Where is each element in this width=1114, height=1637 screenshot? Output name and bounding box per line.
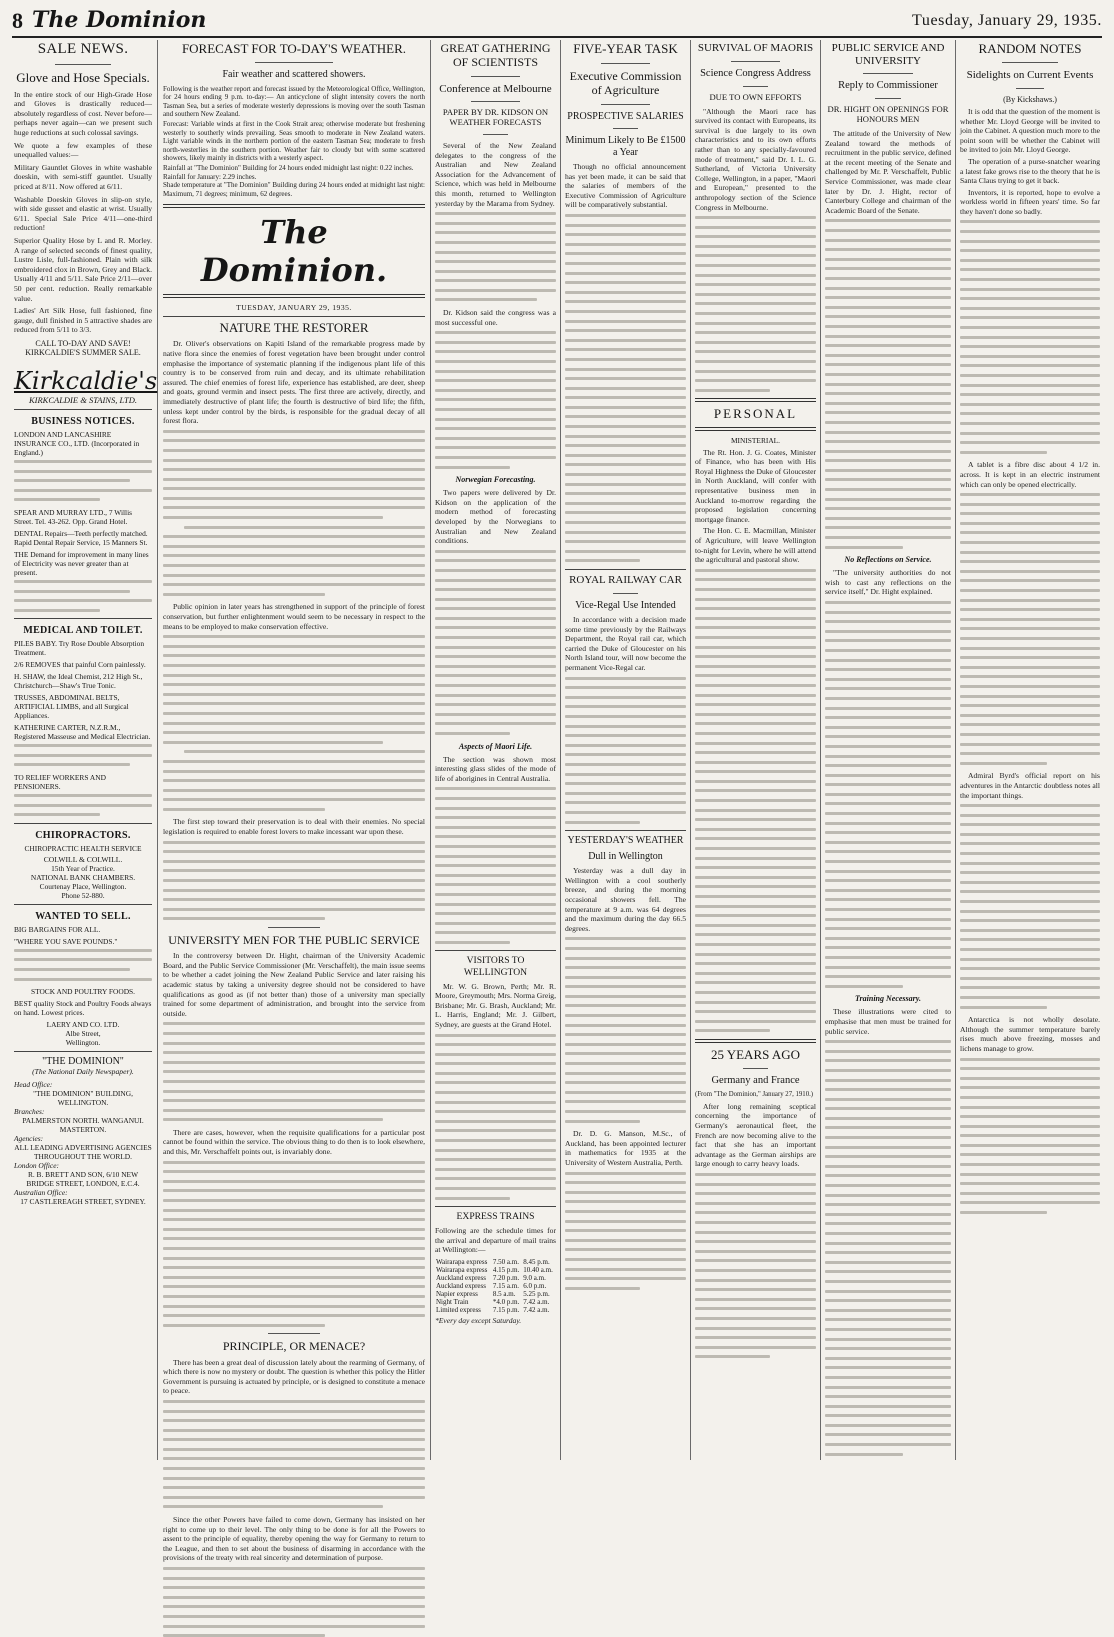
train-depart: 5.25 p.m. [523,1290,550,1299]
wanted-notice: "WHERE YOU SAVE POUNDS." [14,936,118,946]
article-paragraph: Yesterday was a dull day in Wellington with a cool southerly breeze, and during the morning occasional showers fell. The temperature at 9 a.m. was 64 degrees and the maximum during the day 66.5 degrees. [565,866,686,933]
page-number: 8 [12,8,23,33]
sale-item: Ladies' Art Silk Hose, full fashioned, fine gauge, dull finished in 5 attractive shades are reduced from 5/11 to 3/3. [14,306,152,335]
article-subtitle: Conference at Melbourne [439,82,552,95]
train-arrive: 7.50 a.m. [492,1258,519,1267]
article-paragraph: "Although the Maori race has survived its contact with Europeans, its survival is due largely to its own characteristics and to its own efforts rather than to any specially-favoured mode of treatment," said Dr. I. L. G. Sutherland, of Victoria University College, Wellington, in a paper, "Maori and European," presented to the anthropology section of the Science Congress in Melbourne. [695,106,816,212]
visitors-title: VISITORS TO WELLINGTON [463,955,528,978]
medical-notice: KATHERINE CARTER, N.Z.R.M., Registered Masseuse and Medical Electrician. [14,723,151,742]
article-title: RANDOM NOTES [978,41,1082,56]
column-rule [560,40,561,1460]
sale-subtitle: Glove and Hose Specials. [16,69,150,85]
article-paragraph: The attitude of the University of New Zealand toward the methods of recruitment in the public service, defined at the recent meeting of the Senate and challenged by Mr. P. Verschaffelt, Public Service Commissioner, was made clear later by Dr. J. Hight, rector of Canterbury College and chairman of the Academic Board of the Senate. [825,129,951,215]
article-title: GREAT GATHERING OF SCIENTISTS [440,41,551,69]
random-notes-column [960,42,1100,1460]
train-arrive: 7.15 a.m. [492,1282,519,1291]
train-arrive: 7.15 p.m. [492,1306,520,1315]
chiro-line: CHIROPRACTIC HEALTH SERVICE [24,843,142,853]
article-paragraph: It is odd that the question of the moment is whether Mr. Lloyd George will be invited to join the Cabinet. A question much more to the point soon will be whether the Cabinet will be invited to join Mr. Lloyd George. [960,106,1100,155]
dominion-box-title: "THE DOMINION" [42,1056,124,1068]
business-notices-heading: BUSINESS NOTICES. [31,415,135,427]
train-depart: 6.0 p.m. [523,1282,547,1291]
article-paragraph: The operation of a purse-snatcher wearing a latest fake grows rise to the theory that he is Santa Claus trying to get it back. [960,156,1100,186]
article-subtitle-2: DR. HIGHT ON OPENINGS FOR HONOURS MEN [827,104,949,125]
train-row [435,1306,556,1314]
train-depart: 10.40 a.m. [523,1266,553,1275]
article-paragraph: Inventors, it is reported, hope to evolve a workless world in fifteen years' time. So far they haven't done so badly. [960,187,1100,216]
train-arrive: 8.5 a.m. [492,1290,516,1299]
express-intro: Following are the schedule times for the arrival and departure of mail trains at Wellington:— [435,1226,556,1255]
section-heading: Training Necessary. [854,994,922,1004]
masthead-title: The Dominion. [200,213,388,290]
column-rule [955,40,956,1460]
train-depart: 9.0 a.m. [523,1274,546,1283]
article-subtitle: Sidelights on Current Events [966,69,1094,82]
sale-item: Superior Quality Hose by L and R. Morley. A range of selected seconds of finest quality, Lustre Lisle, full-fashioned. Plain with silk embroidered clox in Brown, Grey and Black. Usually 4/11 and 5/11. Sale Price 2/11—over 50 per cent. reduction. Really remarkable value. [14,236,152,303]
train-table [435,1258,556,1314]
years-ago-title: 25 YEARS AGO [710,1046,801,1062]
train-name: Auckland express [436,1282,486,1291]
weather-temperature: Shade temperature at "The Dominion" Building during 24 hours ended at midnight last night: Maximum, 71 degrees; minimum, 62 degrees. [163,181,425,198]
masthead-small: The Dominion [32,7,207,33]
article-subtitle-2: PROSPECTIVE SALARIES [567,110,684,122]
editorial-title: NATURE THE RESTORER [219,320,369,336]
editorial-paragraph: Public opinion in later years has strengthened in support of the principle of forest conservation, but further enlightenment would seem to be necessary in respect to the means to be employed to make conservation effective. [163,602,425,631]
editorial-paragraph: There are cases, however, when the requisite qualifications for a particular post cannot be found within the service. The obvious thing to do then is to look elsewhere, and this, Mr. Verschaffelt points out, is invariably done. [163,1127,425,1157]
editorial-paragraph: There has been a great deal of discussion lately about the rearming of Germany, of which there is now no mystery or doubt. The question is whether this policy the Hitler Government is pursuing is actuated by principle, or is designed to constitute a menace to peace. [163,1357,425,1396]
dominion-box-subtitle: (The National Daily Newspaper). [32,1067,134,1077]
business-notice: THE Demand for improvement in many lines of Electricity was never greater than at present. [14,549,149,577]
section-heading: Norwegian Forecasting. [455,475,536,485]
editorial-paragraph: Since the other Powers have failed to come down, Germany has insisted on her right to come up to their level. The only thing to be done is for all the Powers to assent to the principle of equality, thereby opening the way for Germany to return to the League, and then to set about the business of disarming in accordance with the provisions of the treaty with real sincerity and determination of purpose. [163,1515,425,1563]
masthead-date: TUESDAY, JANUARY 29, 1935. [236,303,352,313]
editorial-columns [163,41,425,1563]
column-rule [157,40,158,1460]
section-heading: No Reflections on Service. [844,555,932,565]
business-notice: LONDON AND LANCASHIRE INSURANCE CO., LTD. (Incorporated in England.) [14,429,140,457]
business-notice: SPEAR AND MURRAY LTD., 7 Willis Street. Tel. 43-262. Opp. Grand Hotel. [14,507,133,526]
train-name: Wairarapa express [436,1266,488,1275]
article-subtitle: Science Congress Address [700,67,811,79]
sale-call-2: KIRKCALDIE'S SUMMER SALE. [25,347,141,357]
editorial-paragraph: The first step toward their preservation is to deal with their enemies. No special legislation is required to enable forest lovers to make incessant war upon these. [163,817,425,837]
chiro-line: COLWILL & COLWILL. [43,854,123,864]
weather-rainfall: Rainfall at "The Dominion" Building for 24 hours ended midnight last night: 0.22 inches. [163,164,414,173]
article-paragraph: These illustrations were cited to emphasise that men must be trained for public service. [825,1007,951,1036]
years-ago-subtitle: Germany and France [711,1075,800,1087]
weather-subtitle: Fair weather and scattered showers. [222,69,366,81]
article-paragraph: A tablet is a fibre disc about 4 1/2 in. across. It is kept in an electric instrument which can only be opened electrically. [960,460,1100,489]
article-paragraph: Antarctica is not wholly desolate. Although the summer temperature barely rises much above freezing, mosses and lichens manage to grow. [960,1015,1100,1053]
chiro-line: Phone 52-880. [61,890,105,900]
business-notice: DENTAL Repairs—Teeth perfectly matched. Rapid Dental Repair Service, 15 Manners St. [14,528,148,547]
yesterday-weather-subtitle: Dull in Wellington [588,850,663,862]
sale-item: Washable Doeskin Gloves in slip-on style, with side gusset and elastic at wrist. Usually 6/11. Special Sale Price 4/11—one-third reduction! [14,194,152,233]
medical-heading: MEDICAL AND TOILET. [23,625,143,637]
article-paragraph: The Rt. Hon. J. G. Coates, Minister of Finance, who has been with His Royal Highness the Duke of Gloucester in North Auckland, will confer with representative business men in Auckland to-morrow regarding the proposed legislation concerning mortgage finance. [695,447,816,524]
article-title: PUBLIC SERVICE AND UNIVERSITY [831,42,945,67]
weather-body: Following is the weather report and forecast issued by the Meteorological Office, Wellington, for 24 hours ending 9 p.m. to-day:— An anticyclone of slight intensity covers the north Tasman Sea, but a series of moderate westerly depressions is moving over the south Tasman and southern New Zealand. [163,84,425,119]
article-paragraph: Several of the New Zealand delegates to the congress of the Australian and New Zealand Association for the Advancement of Science, which was held in Melbourne this month, returned to Wellington yesterday by the Marama from Sydney. [435,140,556,208]
article-subtitle: Reply to Commissioner [838,80,938,92]
wanted-line: LAERY AND CO. LTD. [46,1020,120,1030]
wanted-line: Albe Street, [65,1029,101,1039]
article-title: FIVE-YEAR TASK [573,41,678,56]
article-title: SURVIVAL OF MAORIS [697,42,814,54]
yesterday-weather-title: YESTERDAY'S WEATHER [567,835,684,847]
editorial-paragraph: In the controversy between Dr. Hight, chairman of the University Academic Board, and the Public Service Commissioner (Mr. Verschaffelt), the main issue seems to be whether a cadet joining the New Zealand Public Service and later raising his academic status by taking a university degree should not be considered to have qualifications as good as (if not better than) those of a university man specially trained for some department of administration, and brought into the service from outside. [163,951,425,1018]
byline: (By Kickshaws.) [1003,94,1057,104]
wanted-heading: WANTED TO SELL. [35,910,131,922]
article-paragraph: Dr. Kidson said the congress was a most successful one. [435,308,556,327]
article-paragraph: "The university authorities do not wish to cast any reflections on the service itself," Dr. Hight explained. [825,568,951,597]
sale-item: Military Gauntlet Gloves in white washable doeskin, with semi-stiff gauntlet. Usually priced at 8/11. Now offered at 6/11. [14,162,152,192]
page-header [12,6,1102,36]
date-line: Tuesday, January 29, 1935. [912,12,1102,29]
train-row [435,1266,556,1274]
train-row [435,1298,556,1306]
weather-title: FORECAST FOR TO-DAY'S WEATHER. [181,41,407,56]
column-rule [690,40,691,1460]
article-paragraph: After long remaining sceptical concerning the importance of Germany's aeronautical fleet, the French are now becoming alive to the fact that she has an important advantage as the German airships are large enough to carry heavy loads. [695,1101,816,1169]
train-row [435,1290,556,1298]
article-paragraph: Though no official announcement has yet been made, it can be said that the salaries of members of the Executive Commission of Agriculture will be comparatively substantial. [565,162,686,210]
express-title: EXPRESS TRAINS [456,1211,535,1223]
train-row [435,1274,556,1282]
article-subtitle-2: PAPER BY DR. KIDSON ON WEATHER FORECASTS [442,107,549,128]
medical-notice: 2/6 REMOVES that painful Corn painlessly. [14,660,146,670]
train-name: Auckland express [436,1274,486,1283]
chiropractors-heading: CHIROPRACTORS. [35,829,131,841]
visitors-paragraph: Mr. W. G. Brown, Perth; Mr. R. Moore, Greymouth; Mrs. Norma Greig, Brisbane; Mr. G. Brash, Auckland; Mr. L. Harris, England; Mr. J. Gilbert, Sydney, are guests at the Grand Hotel. [435,981,556,1029]
wanted-notice: BEST quality Stock and Poultry Foods always on hand. Lowest prices. [14,999,152,1018]
train-arrive: 4.15 p.m. [492,1266,520,1275]
article-subtitle-3: Minimum Likely to Be £1500 a Year [565,135,686,158]
sale-intro: In the entire stock of our High-Grade Hose and Gloves is drastically reduced—absolutely regardless of cost. Never before—perhaps never again—can we present such huge reductions at such colossal savings. [14,89,152,138]
sale-call: CALL TO-DAY AND SAVE! [35,338,131,348]
sale-quote: We quote a few examples of these unequalled values:— [14,140,152,160]
public-service-column [825,42,951,1460]
five-year-task-column [565,42,686,1460]
section-heading: Aspects of Maori Life. [458,741,533,751]
wanted-line: STOCK AND POULTRY FOODS. [30,987,136,997]
sale-title: SALE NEWS. [37,41,129,57]
medical-notice: PILES BABY. Try Rose Double Absorption Treatment. [14,639,145,658]
personal-title: PERSONAL [713,406,798,422]
column-rule [820,40,821,1460]
editorial-title-principle: PRINCIPLE, OR MENACE? [222,1339,366,1354]
train-name: Limited express [436,1306,481,1315]
editorial-title-university: UNIVERSITY MEN FOR THE PUBLIC SERVICE [168,933,420,947]
train-depart: 7.42 a.m. [523,1306,550,1315]
train-row [435,1282,556,1290]
maoris-column [695,42,816,1460]
dominion-office-box: "THE DOMINION" (The National Daily Newspaper). Head Office: "THE DOMINION" BUILDING, WELLINGTON. Branches: PALMERSTON NORTH. WANGANUI. MASTERTON. Agencies: ALL LEADING ADVERTISING AGENCIES THROUGHOUT THE WORLD. London Office: R. B. BRETT AND SON, 6/10 NEW BRIDGE STREET, LONDON, E.C.4. Australian Office: 17 CASTLEREAGH STREET, SYDNEY. [14,1056,152,1207]
rail-title: ROYAL RAILWAY CAR [569,573,682,586]
editorial-paragraph: Dr. Oliver's observations on Kapiti Island of the remarkable progress made by native flora since the enemies of forest vegetation have been brought under control emphasise the importance of systematic planning if the indigenous plant life of this country is to be conserved from ruin and decay, and its ultimate rehabilitation assured. The chief enemies of forest life, experience has established, are deer, sheep and goats, ground vermin and insect pests. The first three are actively, directly, and immediately destructive of plant life; the fourth is destructive of bird life; the fifth, unless kept under control by the birds, is responsible for the gradual decay of all forest flora. [163,339,425,426]
article-paragraph: Admiral Byrd's official report on his adventures in the Antarctic doubtless notes all the important things. [960,771,1100,800]
train-arrive: *4.0 p.m. [492,1298,520,1307]
train-name: Wairarapa express [436,1258,488,1267]
article-subtitle: Executive Commission of Agriculture [569,68,682,97]
chiro-line: Courtenay Place, Wellington. [39,881,127,891]
column-rule [430,40,431,1460]
weather-forecast: Forecast: Variable winds at first in the Cook Strait area; otherwise moderate but freshening westerly to southerly winds prevailing. Seas smooth to moderate in New Zealand waters. Light variable winds in the northern portion of the eastern Tasman Sea; moderate to fresh north-westerlies in the southern portion. Weather fair to cloudy but with some scattered showers, likely mainly in districts with a westerly aspect. [163,120,425,163]
train-arrive: 7.20 p.m. [492,1274,520,1283]
article-paragraph: The Hon. C. E. Macmillan, Minister of Agriculture, will leave Wellington to-night for Levin, where he will attend the agricultural and pastoral show. [695,526,816,565]
train-depart: 8.45 p.m. [523,1258,550,1267]
article-paragraph: In accordance with a decision made some time previously by the Railways Department, the Royal rail car, which carried the Duke of Gloucester on his North Island tour, will now become the permanent Vice-Regal car. [565,615,686,673]
train-name: Night Train [436,1298,469,1307]
medical-notice: H. SHAW, the Ideal Chemist, 212 High St., Christchurch—Shaw's True Tonic. [14,672,143,691]
article-paragraph: The section was shown most interesting glass slides of the mode of life of aborigines in Central Australia. [435,754,556,783]
years-ago-source: (From "The Dominion," January 27, 1910.) [695,1091,814,1099]
medical-notice: TRUSSES, ABDOMINAL BELTS, ARTIFICIAL LIMBS, and all Surgical Appliances. [14,693,129,721]
chiro-line: NATIONAL BANK CHAMBERS. [30,872,136,882]
header-rule [12,36,1102,38]
train-depart: 7.42 a.m. [523,1298,550,1307]
article-paragraph: Two papers were delivered by Dr. Kidson on the application of the modern method of forecasting developed by the Norwegians to Australian and New Zealand conditions. [435,488,556,546]
article-paragraph: Dr. D. G. Manson, M.Sc., of Auckland, has been appointed lecturer in mathematics for 1935 at the University of Western Australia, Perth. [565,1129,686,1167]
wanted-notice: BIG BARGAINS FOR ALL. [14,924,101,934]
weather-rainfall-month: Rainfall for January: 2.29 inches. [163,172,257,181]
medical-notice: TO RELIEF WORKERS AND PENSIONERS. [14,773,106,792]
ministerial-heading: MINISTERIAL. [730,435,781,445]
rail-subtitle: Vice-Regal Use Intended [575,599,676,611]
classifieds-column [14,41,158,1460]
train-note: *Every day except Saturday. [435,1316,522,1326]
train-row [435,1258,556,1266]
kirkcaldies-logo: Kirkcaldie's [14,366,158,395]
kirkcaldies-logo-line: KIRKCALDIE & STAINS, LTD. [28,394,138,405]
train-name: Napier express [436,1290,478,1299]
scientists-column [435,42,556,1460]
article-subtitle-2: DUE TO OWN EFFORTS [709,91,802,102]
wanted-line: Wellington. [65,1038,101,1048]
chiro-line: 15th Year of Practice. [51,863,115,873]
